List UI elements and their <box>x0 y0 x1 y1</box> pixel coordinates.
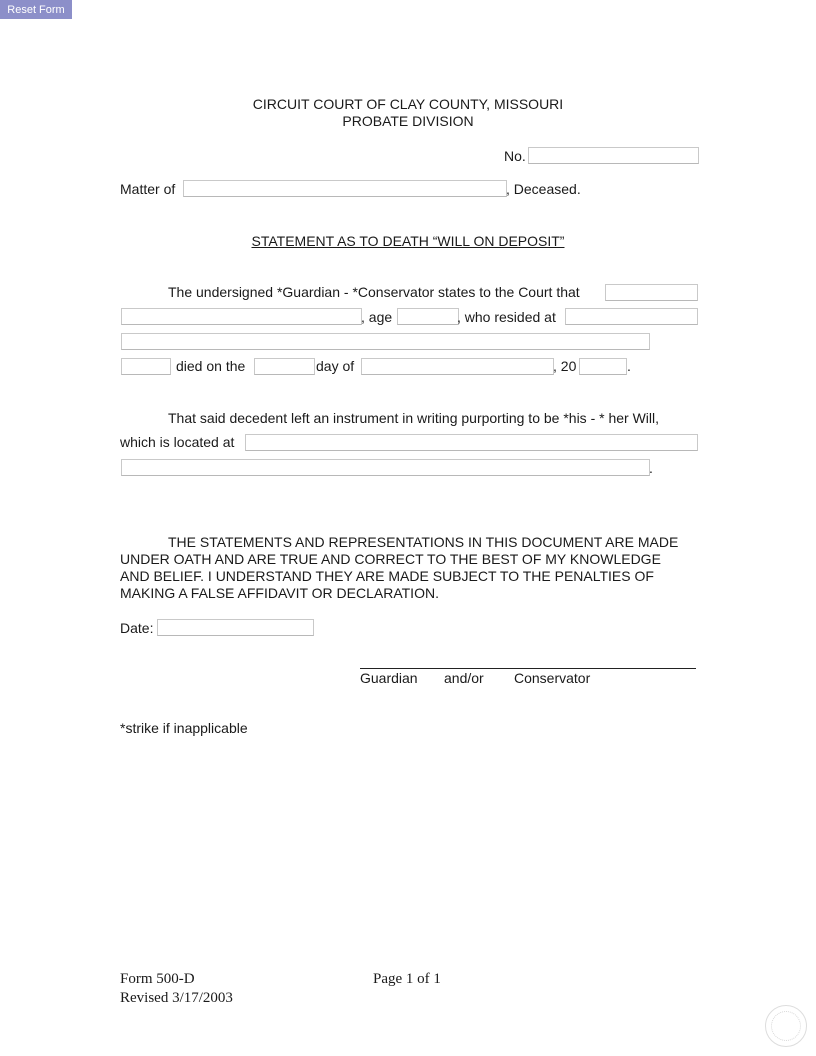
location-line-field[interactable] <box>121 459 650 476</box>
document-title: STATEMENT AS TO DEATH “WILL ON DEPOSIT” <box>251 233 565 249</box>
instrument-line-1: That said decedent left an instrument in writing purporting to be *his - * her Will, <box>168 410 660 426</box>
form-number: Form 500-D <box>120 971 195 987</box>
matter-of-field[interactable] <box>183 180 507 197</box>
died-prefix-field[interactable] <box>121 358 171 375</box>
deceased-label: , Deceased. <box>506 181 581 197</box>
strike-note: *strike if inapplicable <box>120 720 248 736</box>
address-field[interactable] <box>121 333 650 350</box>
year-field[interactable] <box>579 358 627 375</box>
signature-conservator-label: Conservator <box>514 670 591 686</box>
reset-form-button[interactable]: Reset Form <box>0 0 72 19</box>
signature-guardian-label: Guardian <box>360 670 418 686</box>
age-field[interactable] <box>397 308 459 325</box>
twenty-label: , 20 <box>553 358 577 374</box>
resided-at-field[interactable] <box>565 308 698 325</box>
year-period: . <box>627 358 631 374</box>
court-seal-icon <box>765 1005 807 1047</box>
signature-line <box>360 668 696 669</box>
date-label: Date: <box>120 620 154 636</box>
day-of-label: day of <box>316 358 355 374</box>
revised-date: Revised 3/17/2003 <box>120 990 233 1006</box>
case-number-label: No. <box>504 148 526 164</box>
page-number: Page 1 of 1 <box>373 971 441 987</box>
month-field[interactable] <box>361 358 554 375</box>
located-at-label: which is located at <box>120 434 235 450</box>
division-heading: PROBATE DIVISION <box>342 113 474 129</box>
court-that-field[interactable] <box>605 284 698 301</box>
age-label: , age <box>361 309 393 325</box>
oath-text: THE STATEMENTS AND REPRESENTATIONS IN THIS DOCUMENT ARE MADE UNDER OATH AND ARE TRUE AND CORRECT TO THE BEST OF MY KNOWLEDGE AND BELIEF. I UNDERSTAND THEY ARE MADE SUBJECT TO THE PENALTIES OF MAKING A FALSE AFFIDAVIT OR DECLARATION. <box>120 534 679 601</box>
date-field[interactable] <box>157 619 314 636</box>
oath-statement <box>120 534 690 602</box>
decedent-name-field[interactable] <box>121 308 362 325</box>
court-heading: CIRCUIT COURT OF CLAY COUNTY, MISSOURI <box>252 96 564 112</box>
statement-line-1: The undersigned *Guardian - *Conservator states to the Court that <box>168 284 580 300</box>
case-number-field[interactable] <box>528 147 699 164</box>
matter-of-label: Matter of <box>120 181 176 197</box>
day-field[interactable] <box>254 358 315 375</box>
signature-andor-label: and/or <box>444 670 484 686</box>
located-at-field[interactable] <box>245 434 698 451</box>
location-period: . <box>649 460 653 476</box>
resided-at-label: , who resided at <box>457 309 556 325</box>
died-on-label: died on the <box>176 358 246 374</box>
